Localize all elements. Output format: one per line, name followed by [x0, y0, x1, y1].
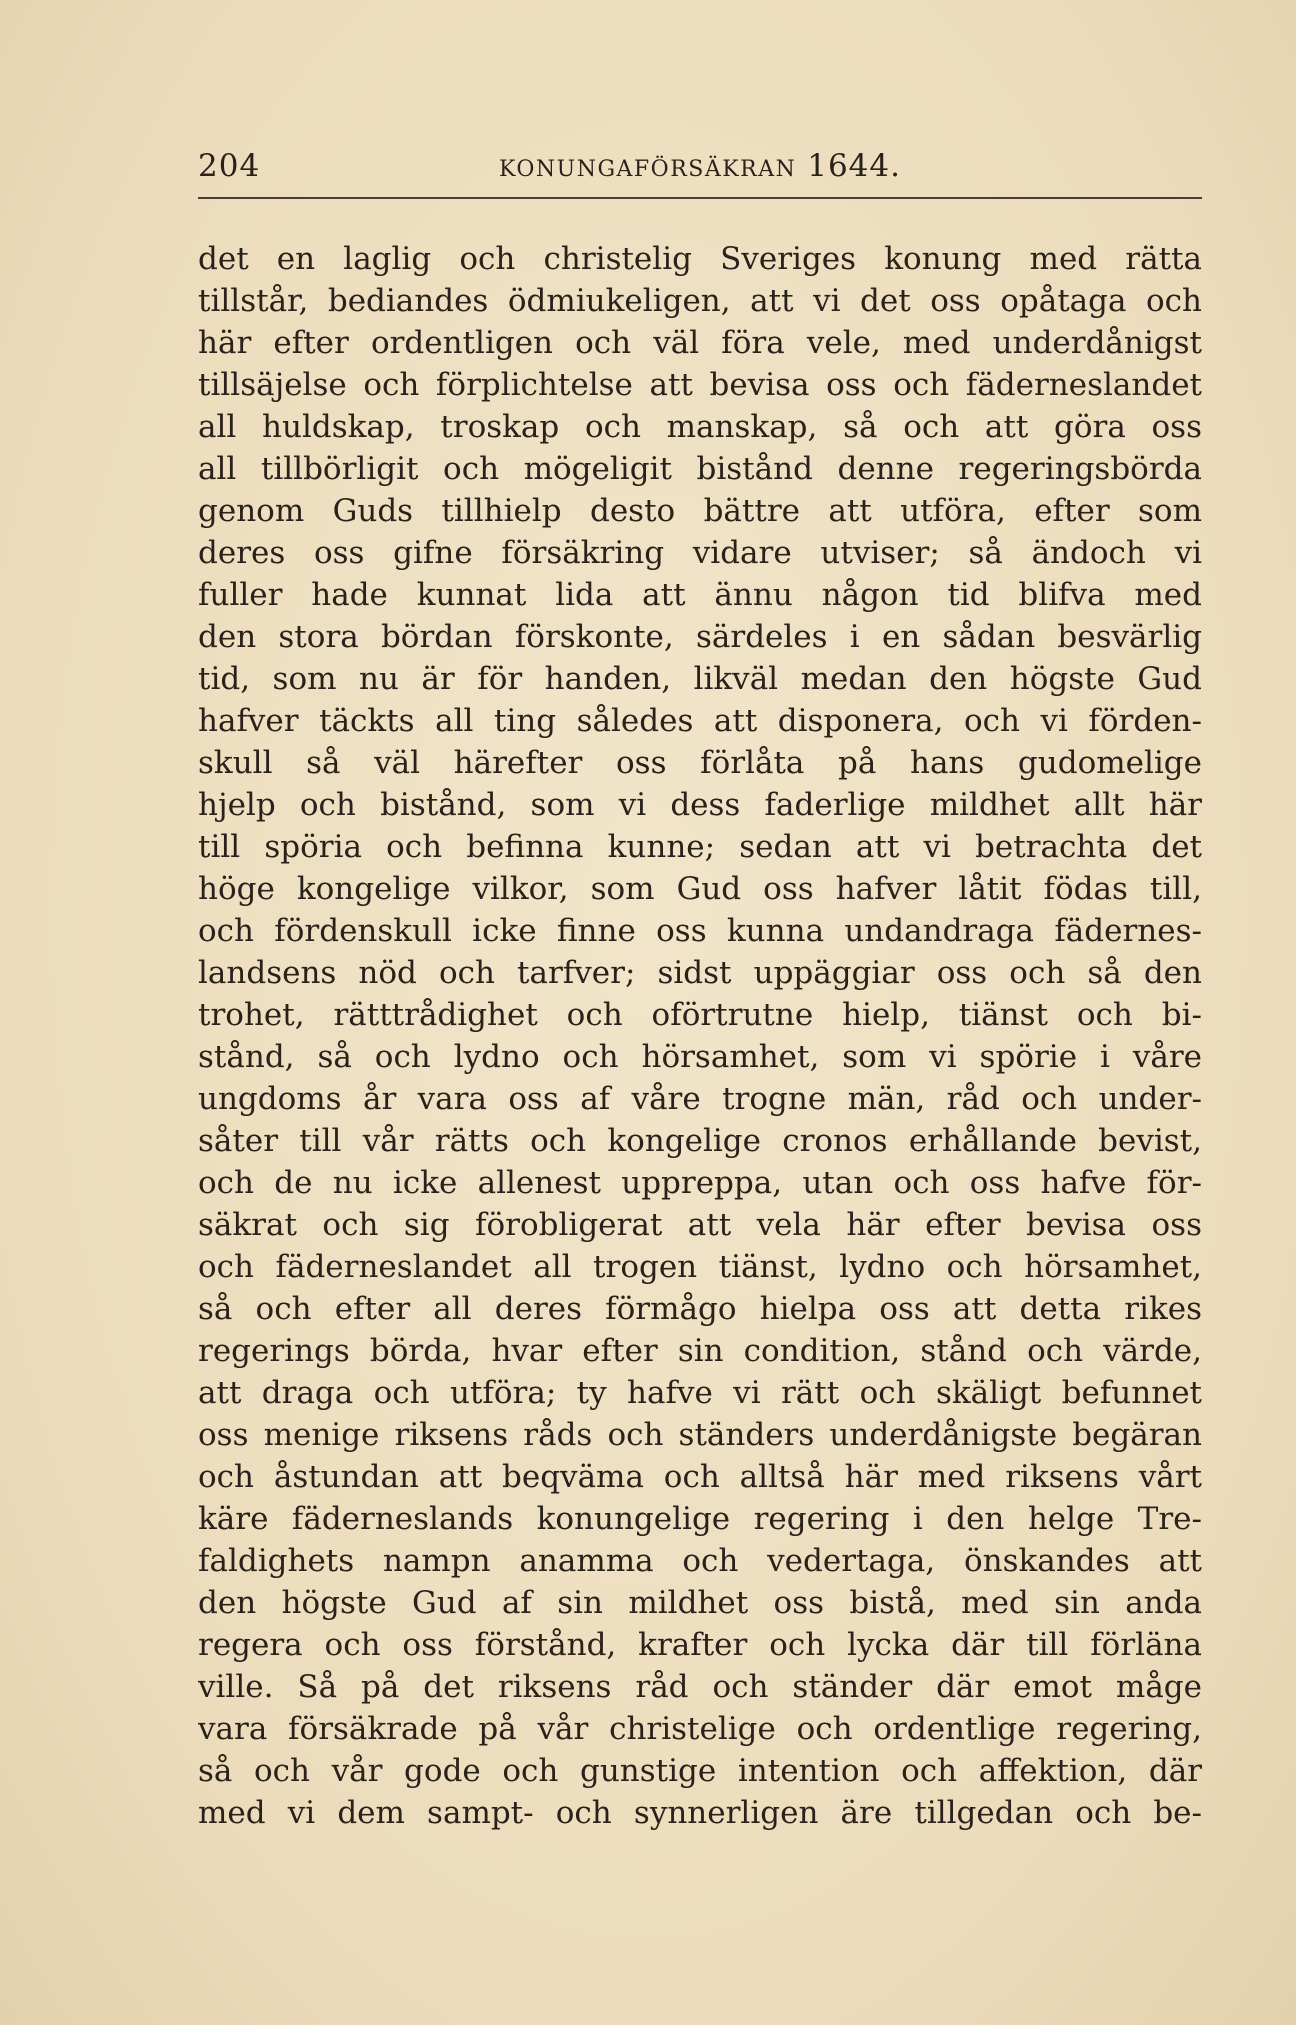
- text-line: deres oss gifne försäkring vidare utviser; så ändoch vi: [198, 535, 1202, 571]
- text-line: regera och oss förstånd, krafter och lycka där till förläna: [198, 1627, 1202, 1663]
- text-line: landsens nöd och tarfver; sidst uppäggiar oss och så den: [198, 955, 1202, 991]
- page-number: 204: [198, 148, 261, 184]
- text-line: genom Guds tillhielp desto bättre att utföra, efter som: [198, 493, 1202, 529]
- text-line: vara försäkrade på vår christelige och ordentlige regering,: [198, 1711, 1202, 1747]
- text-line: tillsäjelse och förplichtelse att bevisa oss och fäderneslandet: [198, 367, 1202, 403]
- text-line: så och vår gode och gunstige intention och affektion, där: [198, 1753, 1202, 1789]
- running-title-year: 1644.: [807, 148, 901, 184]
- text-line: hafver täckts all ting således att disponera, och vi förden-: [198, 703, 1202, 739]
- text-line: stånd, så och lydno och hörsamhet, som vi spörie i våre: [198, 1039, 1202, 1075]
- text-line: det en laglig och christelig Sveriges konung med rätta: [198, 241, 1202, 277]
- text-line: och de nu icke allenest uppreppa, utan och oss hafve för-: [198, 1165, 1202, 1201]
- text-line: så och efter all deres förmågo hielpa oss att detta rikes: [198, 1291, 1202, 1327]
- page-header: [198, 142, 1202, 190]
- text-line: all huldskap, troskap och manskap, så och att göra oss: [198, 409, 1202, 445]
- text-line: faldighets nampn anamma och vedertaga, önskandes att: [198, 1543, 1202, 1579]
- text-line: till spöria och befinna kunne; sedan att vi betrachta det: [198, 829, 1202, 865]
- text-line: och åstundan att beqväma och alltså här med riksens vårt: [198, 1459, 1202, 1495]
- text-line: att draga och utföra; ty hafve vi rätt och skäligt befunnet: [198, 1375, 1202, 1411]
- text-line: tillstår, bediandes ödmiukeligen, att vi det oss opåtaga och: [198, 283, 1202, 319]
- text-line: ville. Så på det riksens råd och ständer där emot måge: [198, 1669, 1202, 1705]
- text-line: hjelp och bistånd, som vi dess faderlige mildhet allt här: [198, 787, 1202, 823]
- text-line: den högste Gud af sin mildhet oss bistå, med sin anda: [198, 1585, 1202, 1621]
- text-line: med vi dem sampt- och synnerligen äre tillgedan och be-: [198, 1795, 1202, 1831]
- text-line: fuller hade kunnat lida att ännu någon tid blifva med: [198, 577, 1202, 613]
- text-line: och fördenskull icke finne oss kunna undandraga fädernes-: [198, 913, 1202, 949]
- text-line: säkrat och sig förobligerat att vela här efter bevisa oss: [198, 1207, 1202, 1243]
- text-line: tid, som nu är för handen, likväl medan den högste Gud: [198, 661, 1202, 697]
- body-text: [198, 238, 1202, 1834]
- text-line: oss menige riksens råds och ständers underdånigste begäran: [198, 1417, 1202, 1453]
- text-line: regerings börda, hvar efter sin condition, stånd och värde,: [198, 1333, 1202, 1369]
- header-rule: [198, 197, 1202, 199]
- text-line: trohet, rätttrådighet och oförtrutne hielp, tiänst och bi-: [198, 997, 1202, 1033]
- running-title-text: KONUNGAFÖRSÄKRAN: [499, 157, 797, 182]
- text-line: och fäderneslandet all trogen tiänst, lydno och hörsamhet,: [198, 1249, 1202, 1285]
- text-line: ungdoms år vara oss af våre trogne män, råd och under-: [198, 1081, 1202, 1117]
- text-line: skull så väl härefter oss förlåta på hans gudomelige: [198, 745, 1202, 781]
- text-line: käre fäderneslands konungelige regering i den helge Tre-: [198, 1501, 1202, 1537]
- running-title: [198, 142, 1202, 194]
- text-line: all tillbörligit och mögeligit bistånd denne regeringsbörda: [198, 451, 1202, 487]
- text-line: den stora bördan förskonte, särdeles i en sådan besvärlig: [198, 619, 1202, 655]
- text-line: här efter ordentligen och väl föra vele, med underdånigst: [198, 325, 1202, 361]
- text-line: såter till vår rätts och kongelige cronos erhållande bevist,: [198, 1123, 1202, 1159]
- text-line: höge kongelige vilkor, som Gud oss hafver låtit födas till,: [198, 871, 1202, 907]
